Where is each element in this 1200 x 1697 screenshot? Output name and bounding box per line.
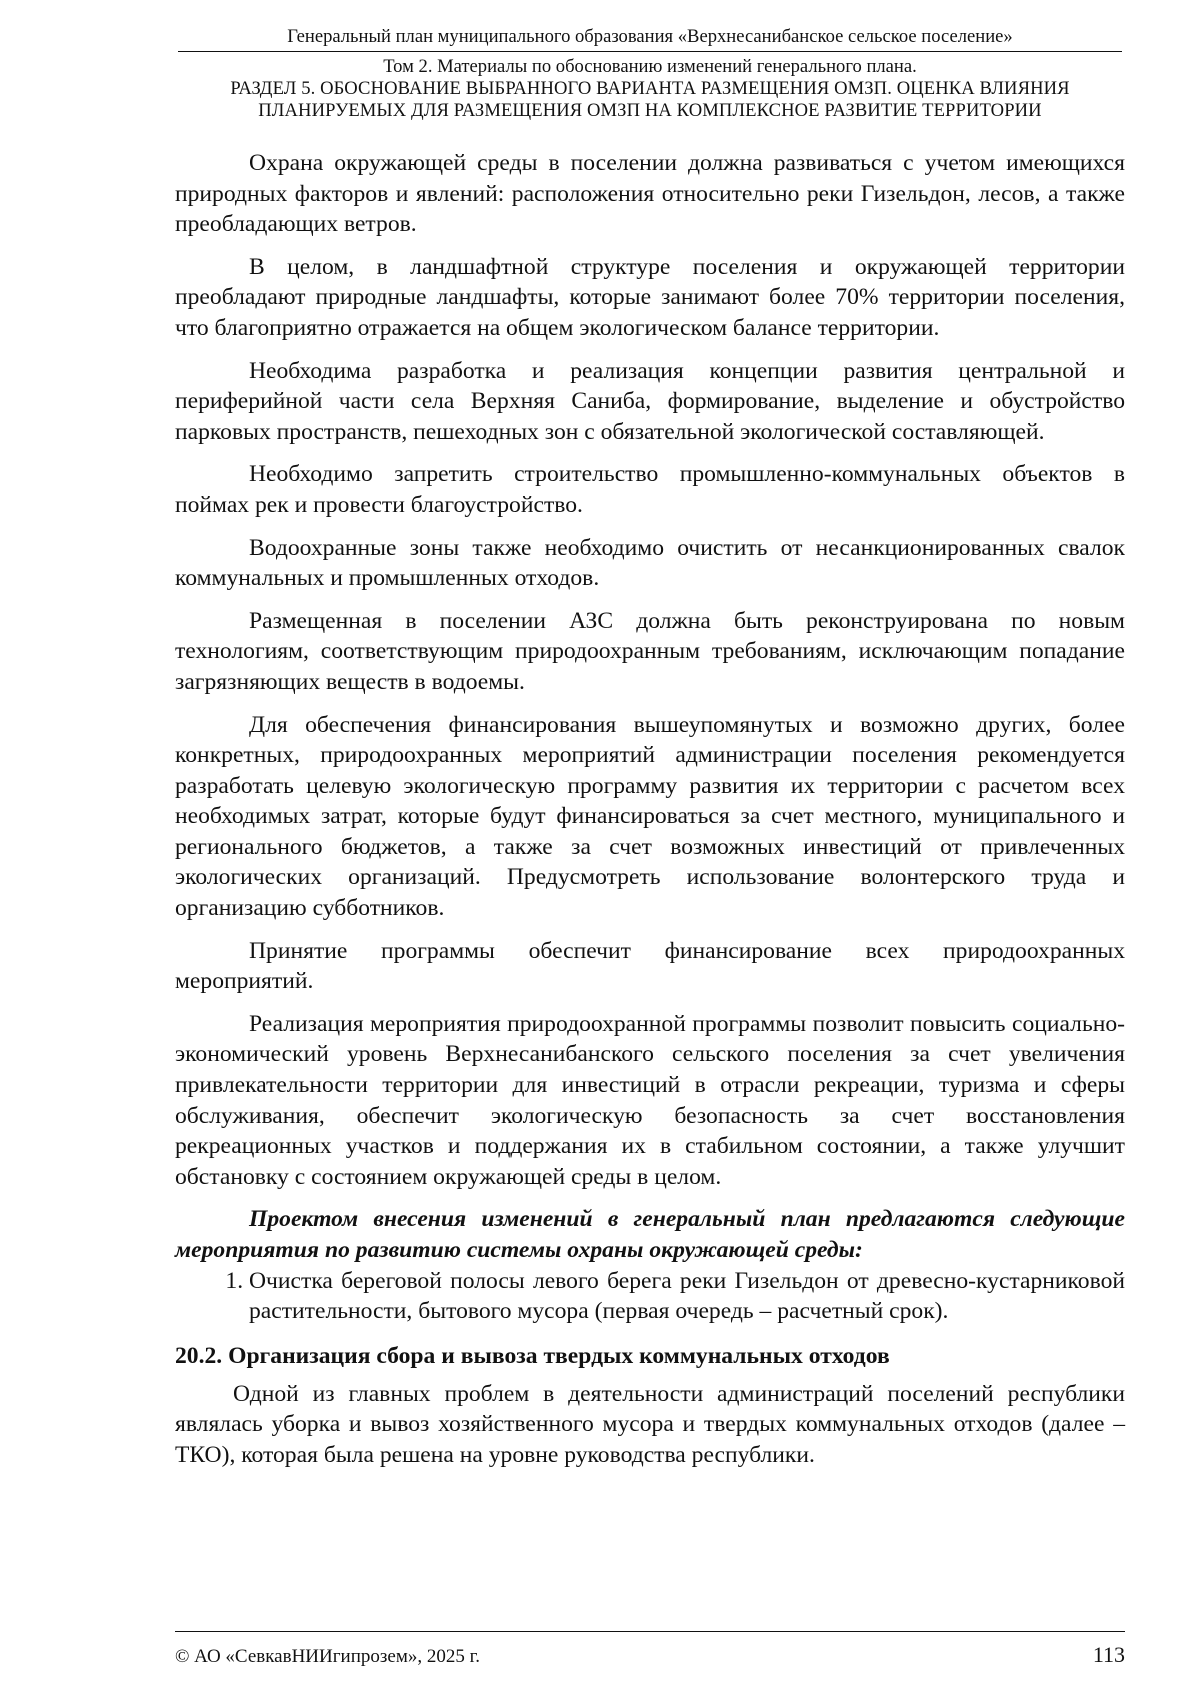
header-document-title: Генеральный план муниципального образования «Верхнесанибанское сельское поселение» xyxy=(287,26,1013,47)
page-body xyxy=(175,148,1125,1483)
list-item: 1. Очистка береговой полосы левого берега реки Гизельдон от древесно-кустарниковой растительности, бытового мусора (первая очередь – расчетный срок). xyxy=(249,1266,1125,1327)
paragraph: В целом, в ландшафтной структуре поселения и окружающей территории преобладают природные ландшафты, которые занимают более 70% территории поселения, что благоприятно отражается на общем экологическом балансе территории. xyxy=(175,253,1125,341)
paragraph: Принятие программы обеспечит финансирование всех природоохранных мероприятий. xyxy=(175,937,1125,995)
paragraph: Необходимо запретить строительство промышленно-коммунальных объектов в поймах рек и провести благоустройство. xyxy=(175,461,1125,518)
section-heading: 20.2. Организация сбора и вывоза твердых коммунальных отходов xyxy=(175,1342,890,1369)
paragraph: Водоохранные зоны также необходимо очистить от несанкционированных свалок коммунальных и промышленных отходов. xyxy=(175,534,1125,592)
page-header xyxy=(178,26,1122,122)
header-section-line-2: ПЛАНИРУЕМЫХ ДЛЯ РАЗМЕЩЕНИЯ ОМЗП НА КОМПЛЕКСНОЕ РАЗВИТИЕ ТЕРРИТОРИИ xyxy=(258,100,1042,121)
paragraph: Для обеспечения финансирования вышеупомянутых и возможно других, более конкретных, природоохранных мероприятий администрации поселения рекомендуется разработать целевую экологическую программу развития их территории с расчетом всех необходимых затрат, которые будут финансироваться за счет местного, муниципального и регионального бюджетов, а также за счет возможных инвестиций от привлеченных экологических организаций. Предусмотреть использование волонтерского труда и организацию субботников. xyxy=(175,711,1125,922)
page-number: 113 xyxy=(1092,1642,1125,1667)
page-footer xyxy=(175,1631,1125,1667)
header-volume: Том 2. Материалы по обоснованию изменений генерального плана. xyxy=(383,56,917,77)
paragraph: Необходима разработка и реализация концепции развития центральной и периферийной части села Верхняя Саниба, формирование, выделение и обустройство парковых пространств, пешеходных зон с обязательной экологической составляющей. xyxy=(175,357,1125,445)
paragraph: Одной из главных проблем в деятельности администраций поселений республики являлась уборка и вывоз хозяйственного мусора и твердых коммунальных отходов (далее – ТКО), которая была решена на уровне руководства республики. xyxy=(175,1380,1125,1468)
paragraph: Реализация мероприятия природоохранной программы позволит повысить социально-экономический уровень Верхнесанибанского сельского поселения за счет увеличения привлекательности территории для инвестиций в отрасли рекреации, туризма и сферы обслуживания, обеспечит экологическую безопасность за счет восстановления рекреационных участков и поддержания их в стабильном состоянии, а также улучшит обстановку с состоянием окружающей среды в целом. xyxy=(175,1010,1125,1190)
header-section-line-1: РАЗДЕЛ 5. ОБОСНОВАНИЕ ВЫБРАННОГО ВАРИАНТА РАЗМЕЩЕНИЯ ОМЗП. ОЦЕНКА ВЛИЯНИЯ xyxy=(230,78,1070,99)
header-divider xyxy=(178,51,1122,52)
paragraph: Охрана окружающей среды в поселении должна развиваться с учетом имеющихся природных факторов и явлений: расположения относительно реки Гизельдон, лесов, а также преобладающих ветров. xyxy=(175,150,1125,238)
measures-lead-text: Проектом внесения изменений в генеральный план предлагаются следующие мероприятия по развитию системы охраны окружающей среды: xyxy=(175,1206,1125,1263)
measures-list xyxy=(175,1266,1125,1327)
paragraph: Размещенная в поселении АЗС должна быть реконструирована по новым технологиям, соответствующим природоохранным требованиям, исключающим попадание загрязняющих веществ в водоемы. xyxy=(175,607,1125,695)
footer-copyright: © АО «СевкавНИИгипрозем», 2025 г. xyxy=(175,1646,480,1667)
